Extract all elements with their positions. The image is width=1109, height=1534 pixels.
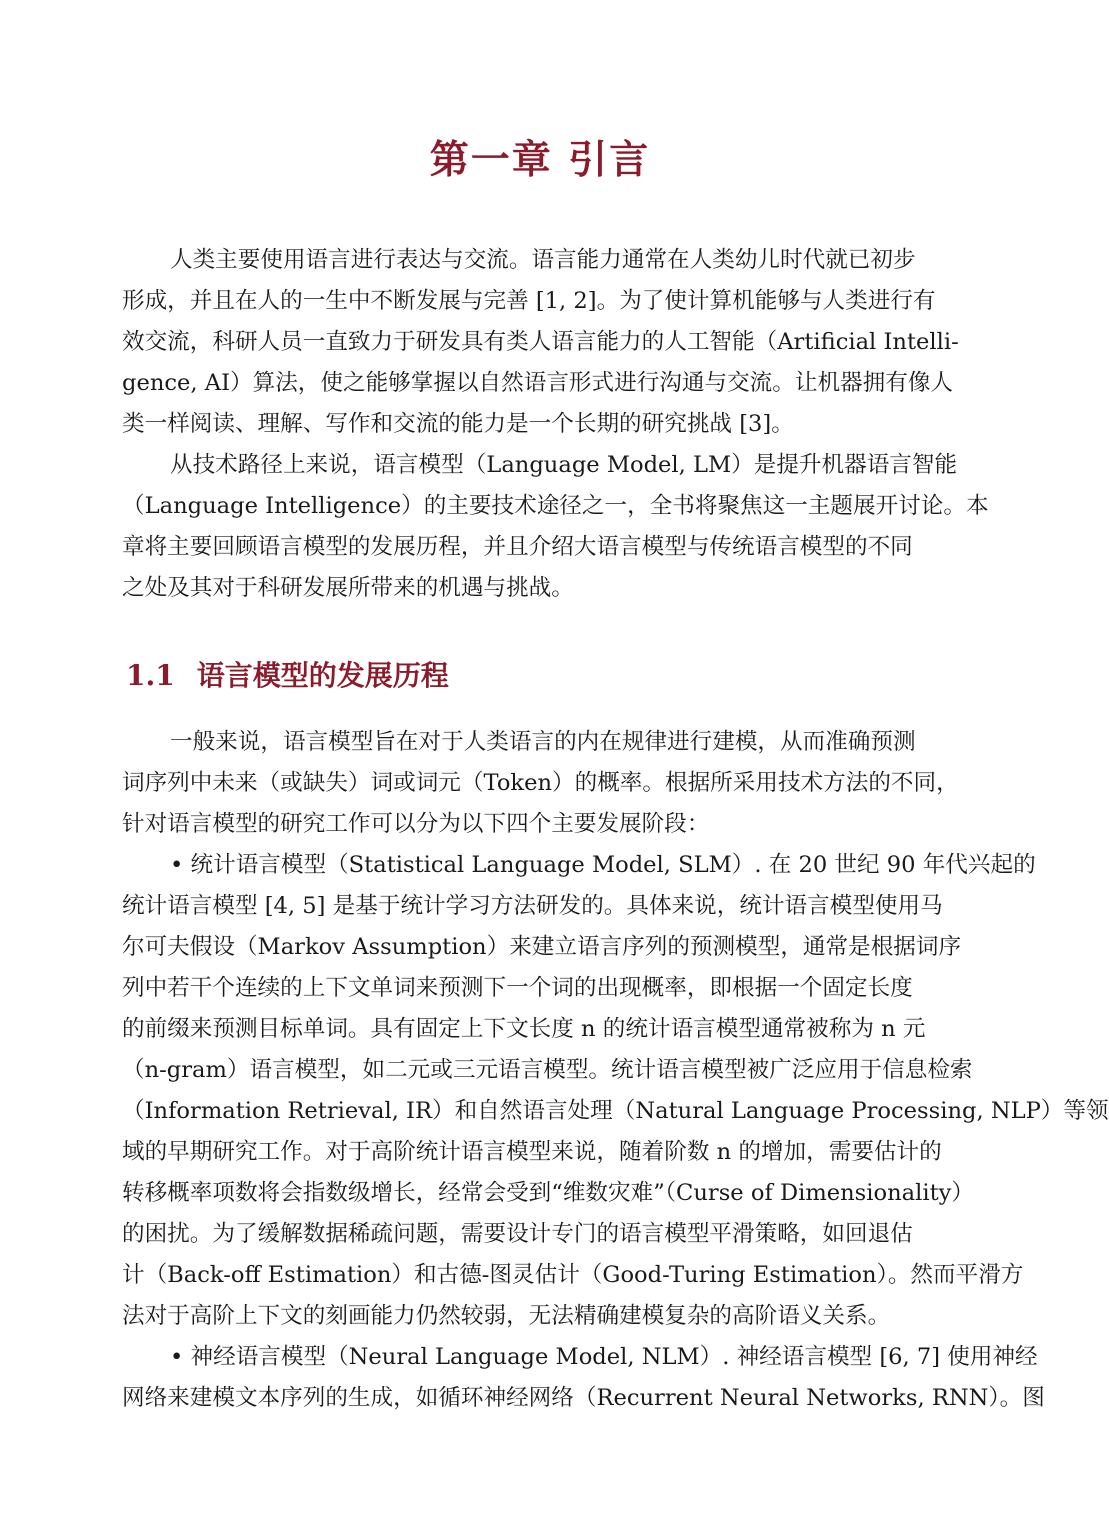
text-line: 统计语言模型 [4, 5] 是基于统计学习方法研发的。具体来说，统计语言模型使用马 bbox=[122, 893, 943, 919]
text-line: 针对语言模型的研究工作可以分为以下四个主要发展阶段： bbox=[122, 811, 710, 837]
body-paragraphs bbox=[122, 722, 1109, 1419]
text-line: 尔可夫假设（Markov Assumption）来建立语言序列的预测模型，通常是根据词序 bbox=[122, 934, 962, 960]
text-line: 之处及其对于科研发展所带来的机遇与挑战。 bbox=[122, 575, 574, 601]
text-line: 章将主要回顾语言模型的发展历程，并且介绍大语言模型与传统语言模型的不同 bbox=[122, 534, 913, 560]
text-line: 人类主要使用语言进行表达与交流。语言能力通常在人类幼儿时代就已初步 bbox=[170, 247, 916, 273]
text-line: 类一样阅读、理解、写作和交流的能力是一个长期的研究挑战 [3]。 bbox=[122, 411, 794, 437]
text-line: （Language Intelligence）的主要技术途径之一，全书将聚焦这一主题展开讨论。本 bbox=[122, 493, 989, 519]
text-line: 词序列中未来（或缺失）词或词元（Token）的概率。根据所采用技术方法的不同， bbox=[122, 770, 959, 796]
text-line: （n-gram）语言模型，如二元或三元语言模型。统计语言模型被广泛应用于信息检索 bbox=[122, 1057, 973, 1083]
text-line: 域的早期研究工作。对于高阶统计语言模型来说，随着阶数 n 的增加，需要估计的 bbox=[122, 1139, 942, 1165]
bullet-line: • 神经语言模型（Neural Language Model, NLM）. 神经语言模型 [6, 7] 使用神经 bbox=[170, 1344, 1038, 1370]
section-number: 1.1 bbox=[126, 659, 175, 692]
text-line: 网络来建模文本序列的生成，如循环神经网络（Recurrent Neural Networks, RNN）。图 bbox=[122, 1385, 1045, 1411]
text-line: 一般来说，语言模型旨在对于人类语言的内在规律进行建模，从而准确预测 bbox=[170, 729, 916, 755]
chapter-title: 第一章 引言 bbox=[429, 137, 651, 183]
text-line: gence, AI）算法，使之能够掌握以自然语言形式进行沟通与交流。让机器拥有像人 bbox=[122, 370, 954, 396]
text-line: 计（Back-off Estimation）和古德-图灵估计（Good-Turing Estimation）。然而平滑方 bbox=[122, 1262, 1024, 1288]
text-line: 法对于高阶上下文的刻画能力仍然较弱，无法精确建模复杂的高阶语义关系。 bbox=[122, 1303, 891, 1329]
bullet-line: • 统计语言模型（Statistical Language Model, SLM）. 在 20 世纪 90 年代兴起的 bbox=[170, 852, 1036, 878]
text-line: 从技术路径上来说，语言模型（Language Model, LM）是提升机器语言智能 bbox=[170, 452, 958, 478]
intro-paragraphs bbox=[122, 240, 989, 609]
text-line: 的困扰。为了缓解数据稀疏问题，需要设计专门的语言模型平滑策略，如回退估 bbox=[122, 1221, 913, 1247]
text-line: 的前缀来预测目标单词。具有固定上下文长度 n 的统计语言模型通常被称为 n 元 bbox=[122, 1016, 926, 1042]
section-title: 语言模型的发展历程 bbox=[196, 659, 449, 692]
text-line: 列中若干个连续的上下文单词来预测下一个词的出现概率，即根据一个固定长度 bbox=[122, 975, 913, 1001]
text-line: 效交流，科研人员一直致力于研发具有类人语言能力的人工智能（Artificial Intelli- bbox=[122, 329, 959, 355]
text-line: （Information Retrieval, IR）和自然语言处理（Natural Language Processing, NLP）等领 bbox=[122, 1098, 1109, 1124]
text-line: 转移概率项数将会指数级增长，经常会受到“维数灾难”（Curse of Dimensionality） bbox=[122, 1180, 975, 1206]
text-line: 形成，并且在人的一生中不断发展与完善 [1, 2]。为了使计算机能够与人类进行有 bbox=[122, 288, 936, 314]
section-heading bbox=[126, 652, 449, 700]
